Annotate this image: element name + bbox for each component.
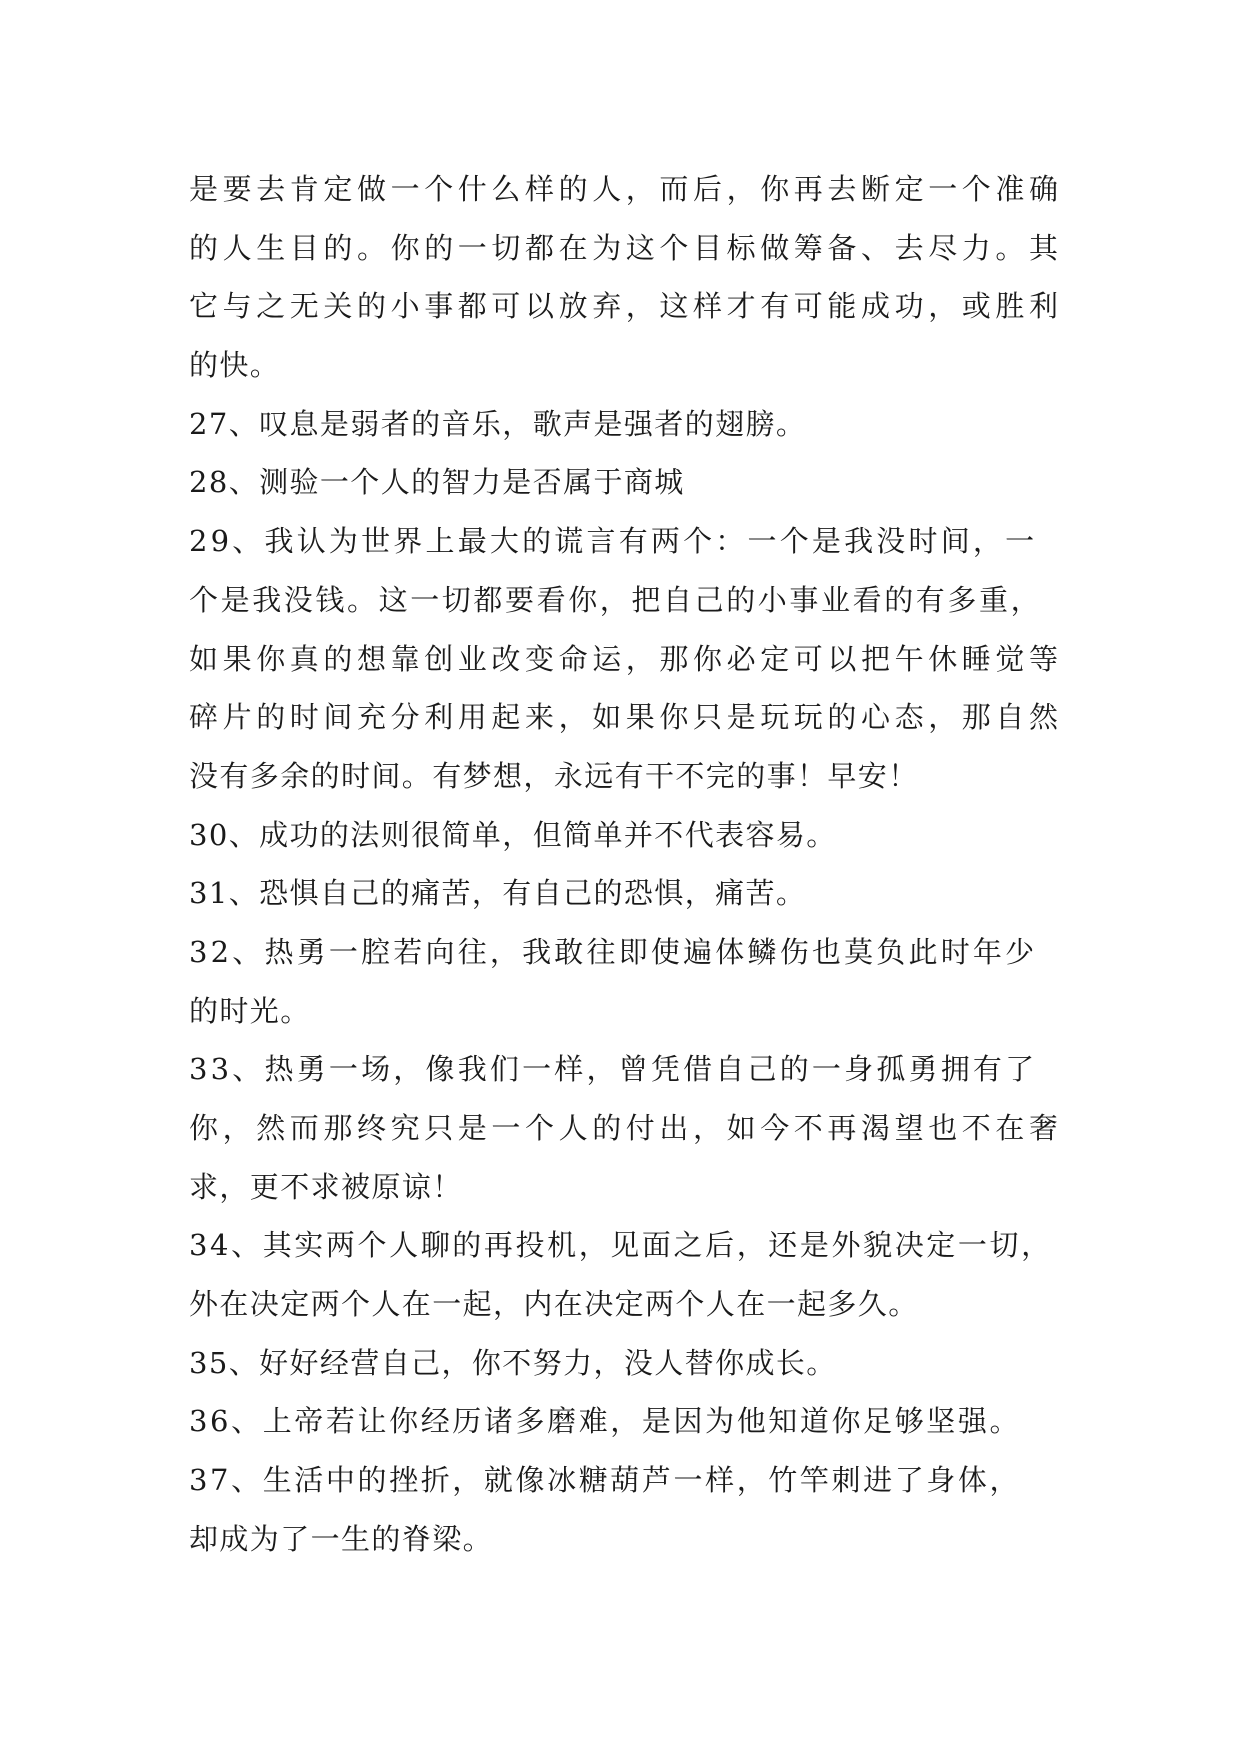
text-line: 的时光。 <box>189 993 311 1028</box>
text-line: 29、我认为世界上最大的谎言有两个：一个是我没时间，一 <box>189 524 1038 559</box>
text-line: 的快。 <box>189 348 281 383</box>
text-line: 的人生目的。你的一切都在为这个目标做筹备、去尽力。其 <box>189 230 1063 265</box>
text-line: 求，更不求被原谅！ <box>189 1169 463 1204</box>
text-line: 28、测验一个人的智力是否属于商城 <box>189 465 685 500</box>
text-line: 没有多余的时间。有梦想，永远有干不完的事！早安！ <box>189 758 919 793</box>
text-line: 如果你真的想靠创业改变命运，那你必定可以把午休睡觉等 <box>189 641 1063 676</box>
text-line: 32、热勇一腔若向往，我敢往即使遍体鳞伤也莫负此时年少 <box>189 934 1038 969</box>
text-line: 27、叹息是弱者的音乐，歌声是强者的翅膀。 <box>189 406 807 441</box>
text-line: 你，然而那终究只是一个人的付出，如今不再渴望也不在奢 <box>189 1111 1063 1145</box>
text-line: 却成为了一生的脊梁。 <box>189 1521 494 1556</box>
text-line: 30、成功的法则很简单，但简单并不代表容易。 <box>189 817 837 852</box>
text-line: 36、上帝若让你经历诸多磨难，是因为他知道你足够坚强。 <box>189 1404 1022 1439</box>
text-line: 它与之无关的小事都可以放弃，这样才有可能成功，或胜利 <box>189 289 1063 324</box>
text-line: 31、恐惧自己的痛苦，有自己的恐惧，痛苦。 <box>189 876 807 911</box>
text-line: 是要去肯定做一个什么样的人，而后，你再去断定一个准确 <box>189 172 1063 206</box>
text-line: 35、好好经营自己，你不努力，没人替你成长。 <box>189 1345 837 1380</box>
text-line: 个是我没钱。这一切都要看你，把自己的小事业看的有多重， <box>189 582 1043 617</box>
document-body <box>189 160 1063 1569</box>
text-line: 外在决定两个人在一起，内在决定两个人在一起多久。 <box>189 1287 919 1322</box>
text-line: 37、生活中的挫折，就像冰糖葫芦一样，竹竿刺进了身体， <box>189 1463 1022 1498</box>
text-line: 碎片的时间充分利用起来，如果你只是玩玩的心态，那自然 <box>189 700 1063 735</box>
text-line: 34、其实两个人聊的再投机，见面之后，还是外貌决定一切， <box>189 1228 1053 1263</box>
text-line: 33、热勇一场，像我们一样，曾凭借自己的一身孤勇拥有了 <box>189 1052 1038 1087</box>
